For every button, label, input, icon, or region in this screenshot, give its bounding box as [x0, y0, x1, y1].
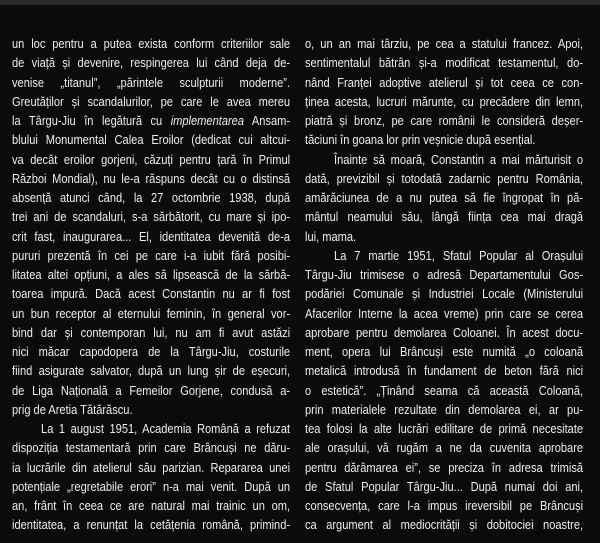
text-segment: pururi prezentă în cei pe care i-a iubit fără posibi- — [12, 248, 291, 263]
text-line — [12, 266, 290, 285]
text-line — [12, 112, 290, 131]
text-segment: absență atunci când, la 27 octombrie 1938, după — [12, 191, 291, 205]
text-line — [305, 228, 583, 247]
text-line — [305, 439, 583, 458]
text-line — [305, 247, 583, 266]
text-segment: blului Monumental Calea Eroilor (dedicat cui altcui- — [12, 133, 291, 148]
text-line — [12, 189, 290, 208]
text-segment: de viață și devenire, respingerea lui când deja de- — [12, 56, 291, 71]
text-line — [305, 478, 583, 497]
text-segment: an, frânt în ceea ce are natural mai trainic un om, — [12, 499, 291, 513]
text-segment: Înainte să moară, Constantin a mai mărturisit o — [334, 152, 584, 167]
text-segment: la Târgu-Jiu în legătură cu — [12, 114, 171, 128]
text-segment: nând Franței adoptive atelierul și tot ceea ce con- — [305, 75, 584, 90]
text-segment: Afacerilor Interne la acea vreme) prin care se cerea — [305, 306, 584, 321]
text-line — [305, 112, 583, 131]
text-line — [305, 497, 583, 516]
text-line — [305, 382, 583, 401]
text-line — [12, 228, 290, 247]
scan-top-edge — [0, 0, 600, 5]
text-line — [12, 285, 290, 304]
text-segment: sentimentalul bătrân și-a modificat testamentul, do- — [305, 56, 584, 71]
text-segment: tea folosi la alte lucrări edilitare de primă necesitate — [305, 422, 584, 436]
text-line — [12, 401, 290, 420]
text-line — [12, 362, 290, 381]
text-line — [12, 497, 290, 516]
text-segment: o, un an mai târziu, pe cea a statului francez. Apoi, — [305, 37, 584, 51]
text-line — [12, 459, 290, 478]
text-segment: trei ani de scandaluri, s-a sărbătorit, cu mare și ipo- — [12, 210, 291, 225]
text-line — [12, 343, 290, 362]
text-segment: fiind asigurate salvator, după un lung șir de eșecuri, — [12, 364, 291, 379]
text-segment: toarea impură. Dacă acest Constantin nu ar fi fost — [12, 287, 291, 302]
text-segment: metalică introdusă în fundament de beton fără nici — [305, 364, 584, 379]
text-line — [305, 420, 583, 439]
text-segment: crit fast, inaugurarea... El, identitatea devenită de-a — [12, 229, 291, 244]
text-segment: un bun receptor al eternului feminin, în general vor- — [12, 306, 291, 321]
text-segment: ia lucrările din atelierul său parizian. Repararea unei — [12, 460, 291, 475]
text-line — [305, 189, 583, 208]
text-segment: bind dar și contemporan lui, nu am fi avut astăzi — [12, 325, 291, 340]
text-segment: o estetică”. „Ținând seama că această Coloană, — [305, 383, 584, 398]
text-line — [305, 208, 583, 227]
text-segment: prin materialele rezultate din demolarea ei, ar pu- — [305, 402, 584, 417]
text-line — [12, 516, 290, 535]
text-segment: amărăciunea de a nu putea să fie îngropat în pă- — [305, 191, 584, 205]
text-line — [12, 74, 290, 93]
text-line — [305, 93, 583, 112]
text-line — [12, 324, 290, 343]
text-segment: ca argument al mediocrității și dobitociei noastre, — [305, 518, 584, 533]
text-segment: identitatea, a renunțat la cetățenia română, primind- — [12, 518, 291, 533]
text-line — [12, 208, 290, 227]
text-segment: venise „titanul”, „părintele sculpturii moderne”. — [12, 75, 291, 90]
text-segment: podăriei Comunale și Industriei Locale (Ministerului — [305, 287, 584, 302]
text-line — [12, 382, 290, 401]
text-segment: de Sfatul Popular Târgu-Jiu... După numai doi ani, — [305, 479, 584, 494]
text-segment: consecvența, care l-a impus ireversibil pe Brâncuși — [305, 499, 584, 513]
text-line — [305, 324, 583, 343]
text-line — [305, 285, 583, 304]
text-segment: un loc pentru a putea exista conform criteriilor sale — [12, 37, 291, 51]
text-segment: nici măcar capodopera de la Târgu-Jiu, costurile — [12, 345, 291, 359]
text-segment: de Liga Națională a Femeilor Gorjene, condusă a- — [12, 383, 291, 398]
text-line — [305, 266, 583, 285]
text-segment: potențiale „regretabile erori” n-a mai venit. După un — [12, 479, 291, 494]
text-segment: aprobare pentru demolarea Coloanei. În acest docu- — [305, 325, 584, 340]
text-line — [12, 35, 290, 54]
text-segment: dată, previzibil și totodată zadarnic pentru România, — [305, 171, 584, 186]
text-line — [305, 131, 583, 150]
text-line — [305, 54, 583, 73]
text-line — [12, 151, 290, 170]
text-segment: dispoziția testamentară prin care Brâncuși ne dăru- — [12, 441, 291, 456]
text-line — [12, 439, 290, 458]
text-line — [12, 420, 290, 439]
text-segment: piatră și bronz, pe care românii le consideră deșer- — [305, 114, 584, 128]
text-line — [12, 247, 290, 266]
text-segment: tăciuni în goana lor prin veșnicie după esențial. — [305, 133, 536, 148]
text-line — [12, 478, 290, 497]
text-segment: Război Mondial), nu le-a răspuns decât cu o distinsă — [12, 171, 291, 186]
text-line — [305, 343, 583, 362]
text-line — [12, 54, 290, 73]
text-line — [305, 459, 583, 478]
text-segment: lui, mama. — [305, 229, 357, 244]
text-segment: Ansam- — [244, 114, 291, 128]
text-line — [12, 170, 290, 189]
text-column-right — [305, 35, 583, 536]
text-segment: ment, opera lui Brâncuși este numită „o coloană — [305, 345, 584, 359]
text-line — [305, 362, 583, 381]
text-column-left — [12, 35, 290, 536]
text-segment: ale orașului, vă rugăm a ne da cuvenita aprobare — [305, 441, 584, 456]
text-line — [12, 131, 290, 150]
text-segment: La 7 martie 1951, Sfatul Popular al Orașului — [334, 248, 584, 263]
text-segment: litatea altei opțiuni, a ales să lipsească de la sărbă- — [12, 268, 291, 282]
text-line — [305, 305, 583, 324]
text-segment: mântul neamului său, lângă ființa cea mai dragă — [305, 210, 584, 225]
text-segment: prig de Aretia Tătărăscu. — [12, 402, 133, 417]
text-line — [305, 516, 583, 535]
text-segment: Greutăților și scandalurilor, pe care le avea mereu — [12, 94, 291, 109]
text-line — [305, 170, 583, 189]
text-segment: La 1 august 1951, Academia Română a refuzat — [41, 422, 291, 436]
text-line — [305, 35, 583, 54]
text-line — [12, 93, 290, 112]
text-line — [305, 74, 583, 93]
text-segment: ținea acesta, lucruri mărunte, cu precădere din lemn, — [305, 94, 584, 109]
text-segment: va decât eroilor gorjeni, căzuți pentru țară în Primul — [12, 152, 291, 167]
text-line — [12, 305, 290, 324]
text-line — [305, 151, 583, 170]
text-line — [305, 401, 583, 420]
italic-term: implementarea — [170, 114, 245, 128]
text-segment: pentru dărâmarea ei”, se preciza în adresa trimisă — [305, 460, 584, 475]
text-segment: Târgu-Jiu trimisese o adresă Departamentului Gos- — [305, 268, 584, 282]
